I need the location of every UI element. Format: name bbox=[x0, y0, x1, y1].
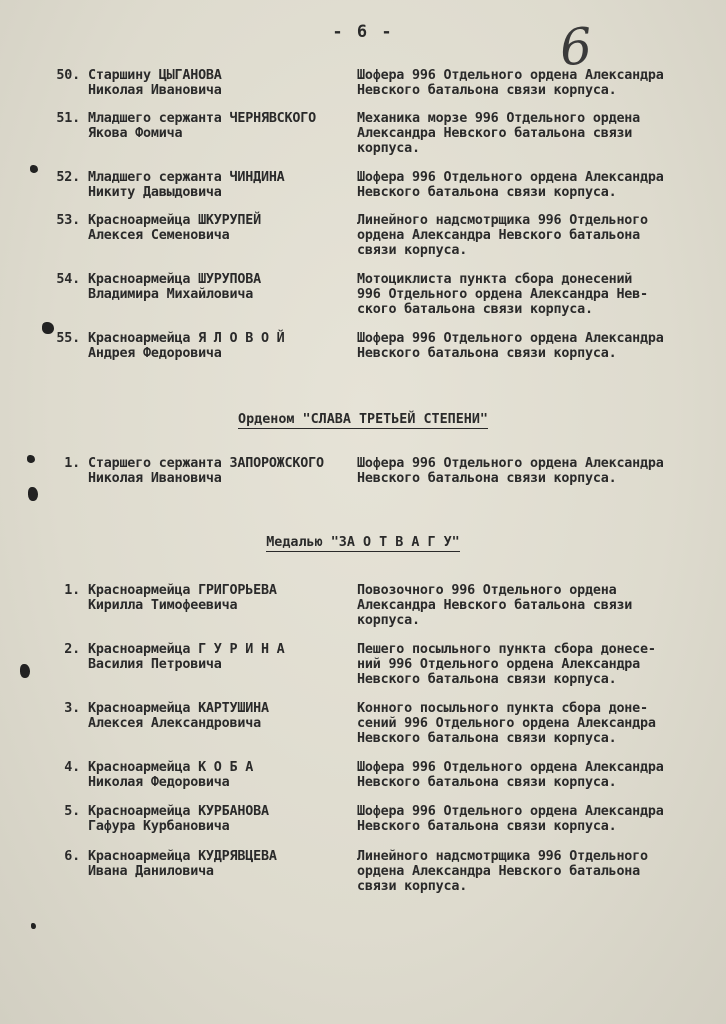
entry-position: Линейного надсмотрщика 996 Отдельного ордена Александра Невского батальона связи корпуса. bbox=[357, 849, 648, 894]
entry-position: Шофера 996 Отдельного ордена Александра Невского батальона связи корпуса. bbox=[357, 456, 664, 486]
ink-mark bbox=[20, 664, 30, 678]
entry-position: Шофера 996 Отдельного ордена Александра Невского батальона связи корпуса. bbox=[357, 68, 664, 98]
entry-name: Старшину ЦЫГАНОВА Николая Ивановича bbox=[88, 68, 222, 98]
entry-number: 55. bbox=[56, 331, 80, 346]
entry-name: Красноармейца КУРБАНОВА Гафура Курбановича bbox=[88, 804, 269, 834]
entry-number: 6. bbox=[64, 849, 80, 864]
ink-mark bbox=[42, 322, 54, 334]
entry-number: 54. bbox=[56, 272, 80, 287]
entry-number: 1. bbox=[64, 583, 80, 598]
entry-name: Младшего сержанта ЧИНДИНА Никиту Давыдовича bbox=[88, 170, 285, 200]
entry-name: Красноармейца Я Л О В О Й Андрея Федоровича bbox=[88, 331, 285, 361]
entry-position: Механика морзе 996 Отдельного ордена Александра Невского батальона связи корпуса. bbox=[357, 111, 641, 156]
page-number: - 6 - bbox=[332, 22, 394, 42]
entry-number: 5. bbox=[64, 804, 80, 819]
entry-name: Старшего сержанта ЗАПОРОЖСКОГО Николая Ивановича bbox=[88, 456, 324, 486]
entry-name: Красноармейца К О Б А Николая Федоровича bbox=[88, 760, 254, 790]
entry-name: Красноармейца Г У Р И Н А Василия Петровича bbox=[88, 642, 285, 672]
entry-number: 51. bbox=[56, 111, 80, 126]
handwritten-page-number: 6 bbox=[558, 16, 594, 78]
ink-mark bbox=[28, 487, 38, 501]
entry-number: 2. bbox=[64, 642, 80, 657]
entry-position: Мотоциклиста пункта сбора донесений 996 Отдельного ордена Александра Нев- ского батальона связи корпуса. bbox=[357, 272, 648, 317]
entry-position: Шофера 996 Отдельного ордена Александра Невского батальона связи корпуса. bbox=[357, 804, 664, 834]
entry-name: Красноармейца ШУРУПОВА Владимира Михайловича bbox=[88, 272, 261, 302]
section-heading-medal-otvagu bbox=[0, 535, 726, 550]
entry-position: Пешего посыльного пункта сбора донесе- ний 996 Отдельного ордена Александра Невского батальона связи корпуса. bbox=[357, 642, 656, 687]
entry-number: 52. bbox=[56, 170, 80, 185]
entry-number: 1. bbox=[64, 456, 80, 471]
entry-position: Шофера 996 Отдельного ордена Александра Невского батальона связи корпуса. bbox=[357, 331, 664, 361]
entry-number: 53. bbox=[56, 213, 80, 228]
entry-position: Линейного надсмотрщика 996 Отдельного ордена Александра Невского батальона связи корпуса. bbox=[357, 213, 648, 258]
entry-name: Младшего сержанта ЧЕРНЯВСКОГО Якова Фомича bbox=[88, 111, 316, 141]
section-heading-text: Орденом "СЛАВА ТРЕТЬЕЙ СТЕПЕНИ" bbox=[238, 412, 488, 427]
ink-mark bbox=[31, 923, 36, 929]
entry-number: 50. bbox=[56, 68, 80, 83]
entry-number: 4. bbox=[64, 760, 80, 775]
section-heading-order-slava bbox=[0, 412, 726, 427]
entry-position: Шофера 996 Отдельного ордена Александра Невского батальона связи корпуса. bbox=[357, 170, 664, 200]
section-heading-text: Медалью "ЗА О Т В А Г У" bbox=[266, 535, 460, 550]
ink-mark bbox=[30, 165, 38, 173]
entry-name: Красноармейца ШКУРУПЕЙ Алексея Семеновича bbox=[88, 213, 261, 243]
entry-name: Красноармейца КАРТУШИНА Алексея Александровича bbox=[88, 701, 269, 731]
ink-mark bbox=[27, 455, 35, 463]
entry-position: Конного посыльного пункта сбора доне- сений 996 Отдельного ордена Александра Невского батальона связи корпуса. bbox=[357, 701, 656, 746]
entry-name: Красноармейца КУДРЯВЦЕВА Ивана Даниловича bbox=[88, 849, 277, 879]
entry-position: Шофера 996 Отдельного ордена Александра Невского батальона связи корпуса. bbox=[357, 760, 664, 790]
entry-name: Красноармейца ГРИГОРЬЕВА Кирилла Тимофеевича bbox=[88, 583, 277, 613]
entry-position: Повозочного 996 Отдельного ордена Александра Невского батальона связи корпуса. bbox=[357, 583, 633, 628]
entry-number: 3. bbox=[64, 701, 80, 716]
